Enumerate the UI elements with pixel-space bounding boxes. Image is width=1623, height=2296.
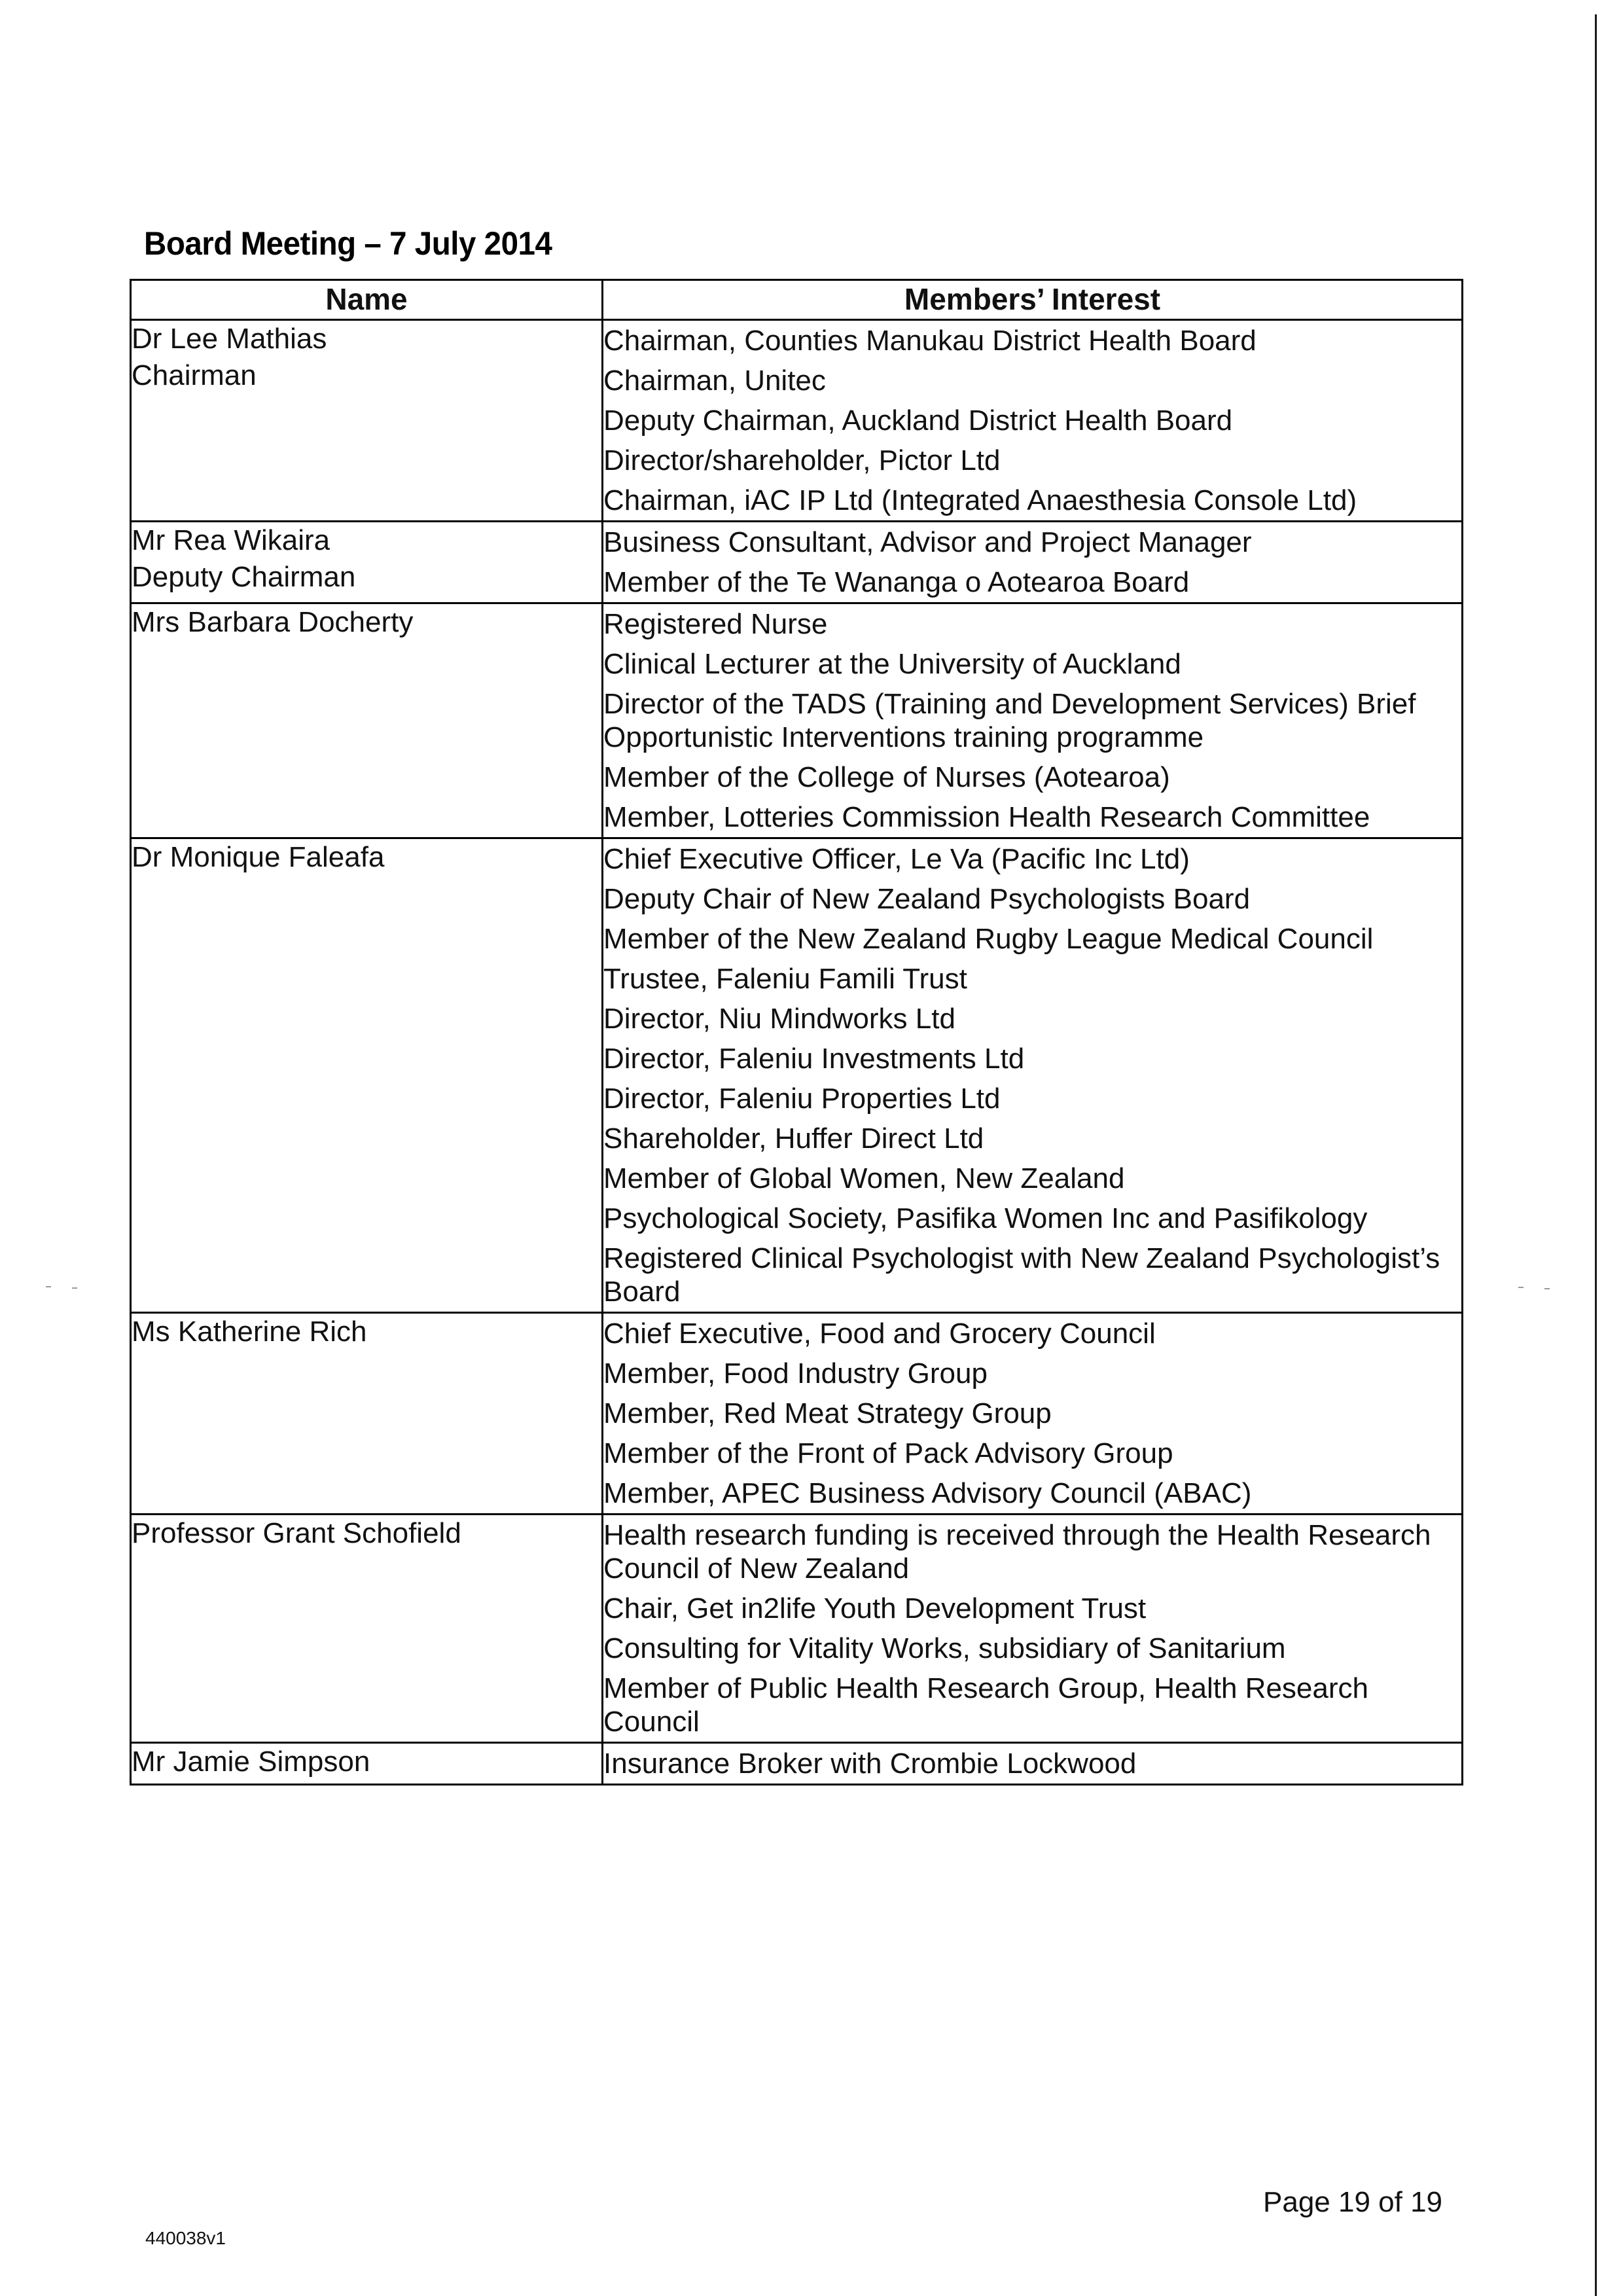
member-interests-cell xyxy=(603,1743,1463,1785)
interest-item: Consulting for Vitality Works, subsidiary of Sanitarium xyxy=(603,1632,1286,1664)
member-name-cell xyxy=(131,522,603,603)
scan-artifact xyxy=(72,1287,77,1289)
table-row xyxy=(131,603,1463,838)
interest-item: Trustee, Faleniu Famili Trust xyxy=(603,963,967,995)
table-row xyxy=(131,838,1463,1313)
table-row xyxy=(131,522,1463,603)
member-role: Chairman xyxy=(132,359,257,391)
table-row xyxy=(131,1313,1463,1515)
member-name-cell xyxy=(131,1743,603,1785)
table-row xyxy=(131,1743,1463,1785)
member-name-cell xyxy=(131,1515,603,1743)
column-header-name: Name xyxy=(131,280,603,320)
interest-item: Chief Executive Officer, Le Va (Pacific Inc Ltd) xyxy=(603,843,1190,875)
member-name: Dr Lee Mathias xyxy=(132,323,327,355)
interest-item: Member, Food Industry Group xyxy=(603,1357,988,1390)
interest-item: Health research funding is received through the Health Research Council of New Zealand xyxy=(603,1519,1431,1585)
interest-item: Member of the Te Wananga o Aotearoa Board xyxy=(603,566,1190,598)
interest-item: Chairman, Counties Manukau District Health Board xyxy=(603,325,1257,357)
page-number: Page 19 of 19 xyxy=(1263,2186,1443,2218)
member-interests-cell xyxy=(603,603,1463,838)
interest-item: Insurance Broker with Crombie Lockwood xyxy=(603,1748,1137,1780)
member-name-cell xyxy=(131,603,603,838)
interest-item: Director of the TADS (Training and Development Services) Brief Opportunistic Interventions training programme xyxy=(603,688,1416,753)
interest-item: Registered Clinical Psychologist with New Zealand Psychologist’s Board xyxy=(603,1242,1440,1308)
member-role: Deputy Chairman xyxy=(132,561,356,593)
interest-item: Director/shareholder, Pictor Ltd xyxy=(603,444,1001,476)
interest-item: Member of Global Women, New Zealand xyxy=(603,1162,1125,1194)
interest-item: Member of Public Health Research Group, Health Research Council xyxy=(603,1672,1368,1738)
interest-item: Chief Executive, Food and Grocery Council xyxy=(603,1318,1156,1350)
interest-item: Chairman, Unitec xyxy=(603,365,826,397)
interest-item: Chairman, iAC IP Ltd (Integrated Anaesthesia Console Ltd) xyxy=(603,484,1357,516)
member-name-cell xyxy=(131,1313,603,1515)
document-title: Board Meeting – 7 July 2014 xyxy=(144,225,552,262)
member-name: Dr Monique Faleafa xyxy=(132,841,385,873)
interest-item: Director, Faleniu Properties Ltd xyxy=(603,1083,1001,1115)
scan-artifact xyxy=(46,1286,51,1287)
member-name: Professor Grant Schofield xyxy=(132,1517,461,1549)
interest-item: Member of the New Zealand Rugby League Medical Council xyxy=(603,923,1374,955)
member-name: Ms Katherine Rich xyxy=(132,1316,367,1348)
interest-item: Director, Faleniu Investments Ltd xyxy=(603,1043,1025,1075)
member-name: Mrs Barbara Docherty xyxy=(132,606,414,638)
member-name-cell xyxy=(131,320,603,522)
interest-item: Deputy Chairman, Auckland District Health Board xyxy=(603,404,1233,437)
member-name-cell xyxy=(131,838,603,1313)
member-interests-cell xyxy=(603,1515,1463,1743)
table-row xyxy=(131,320,1463,522)
member-interests-cell xyxy=(603,838,1463,1313)
members-interest-table xyxy=(130,279,1463,1785)
scan-artifact xyxy=(1518,1287,1524,1288)
interest-item: Member, Lotteries Commission Health Research Committee xyxy=(603,801,1370,833)
interest-item: Member of the College of Nurses (Aotearoa) xyxy=(603,761,1170,793)
scan-artifact xyxy=(1544,1288,1550,1289)
member-interests-cell xyxy=(603,522,1463,603)
member-name: Mr Jamie Simpson xyxy=(132,1746,370,1778)
interest-item: Clinical Lecturer at the University of Auckland xyxy=(603,648,1181,680)
table-header-row xyxy=(131,280,1463,320)
interest-item: Chair, Get in2life Youth Development Trust xyxy=(603,1592,1147,1624)
interest-item: Director, Niu Mindworks Ltd xyxy=(603,1003,955,1035)
scan-edge-line xyxy=(1595,14,1597,2296)
table-row xyxy=(131,1515,1463,1743)
interest-item: Member of the Front of Pack Advisory Group xyxy=(603,1437,1173,1469)
interest-item: Deputy Chair of New Zealand Psychologists Board xyxy=(603,883,1251,915)
member-name: Mr Rea Wikaira xyxy=(132,524,330,556)
interest-item: Member, APEC Business Advisory Council (ABAC) xyxy=(603,1477,1252,1509)
interest-item: Member, Red Meat Strategy Group xyxy=(603,1397,1052,1429)
member-interests-cell xyxy=(603,320,1463,522)
interest-item: Registered Nurse xyxy=(603,608,828,640)
column-header-interest: Members’ Interest xyxy=(603,280,1463,320)
member-interests-cell xyxy=(603,1313,1463,1515)
document-id: 440038v1 xyxy=(145,2228,226,2248)
interest-item: Psychological Society, Pasifika Women Inc and Pasifikology xyxy=(603,1202,1368,1234)
interest-item: Business Consultant, Advisor and Project Manager xyxy=(603,526,1252,558)
interest-item: Shareholder, Huffer Direct Ltd xyxy=(603,1122,984,1155)
table-body xyxy=(131,320,1463,1785)
